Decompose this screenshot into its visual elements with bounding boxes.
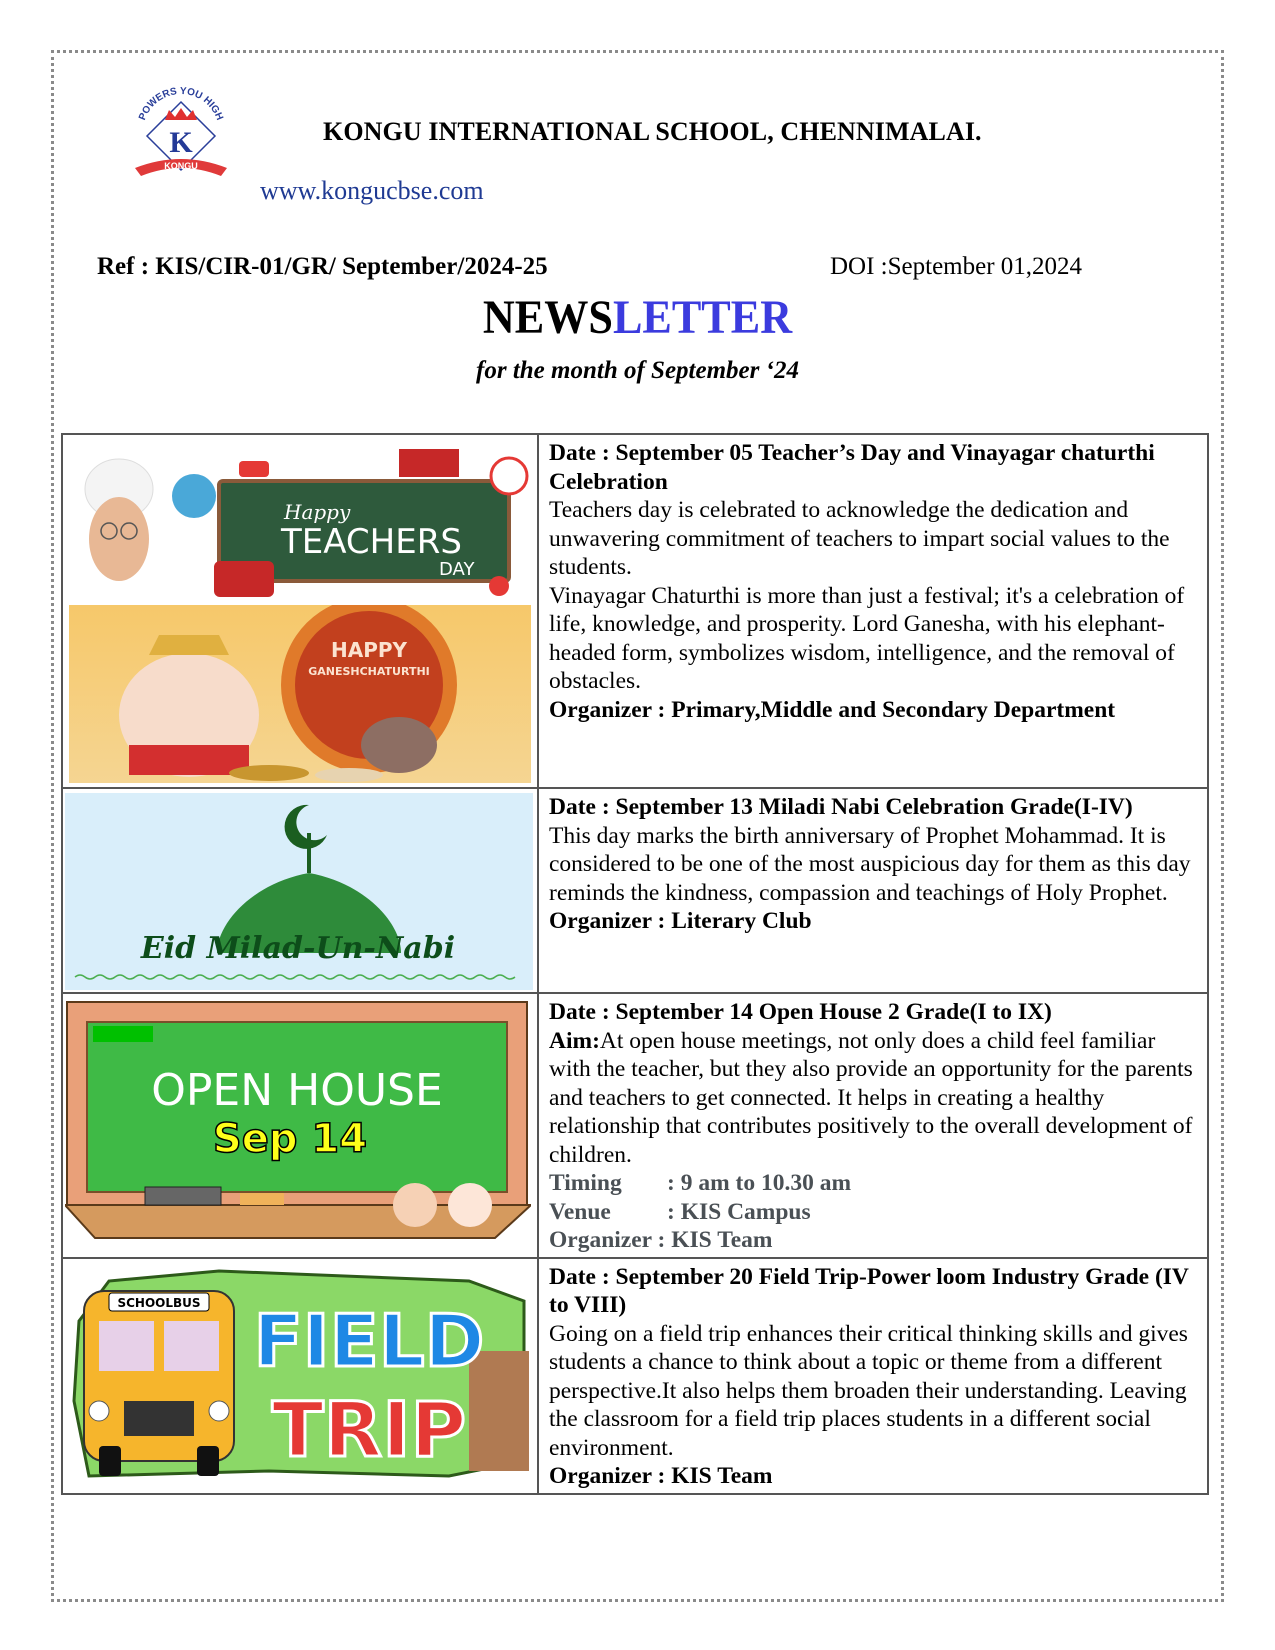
event-heading: Date : September 20 Field Trip-Power loom Industry Grade (IV to VIII) [549, 1263, 1189, 1318]
event-venue [549, 1198, 1201, 1227]
event-organizer: Organizer : KIS Team [549, 1227, 773, 1253]
event-heading: Date : September 14 Open House 2 Grade(I to IX) [549, 999, 1052, 1025]
eid-milad-un-nabi-illustration [65, 793, 533, 990]
timing-label: Timing [549, 1170, 622, 1196]
venue-label: Venue [549, 1198, 611, 1225]
venue-value: : KIS Campus [667, 1198, 811, 1225]
event-text-cell [538, 434, 1208, 788]
ganesh-big-caption: HAPPY [330, 638, 408, 662]
trip-caption: TRIP [271, 1384, 467, 1474]
logo-banner: KONGU [164, 161, 198, 171]
event-row [62, 434, 1208, 788]
website-link[interactable]: www.kongucbse.com [260, 176, 484, 205]
events-table [61, 433, 1209, 1495]
school-bus-sign: SCHOOLBUS [117, 1295, 201, 1310]
field-trip-illustration [69, 1261, 533, 1486]
teachers-day-small-caption: Happy [284, 500, 351, 524]
open-house-caption: OPEN HOUSE [151, 1065, 443, 1116]
event-row [62, 1258, 1208, 1494]
event-row [62, 993, 1208, 1258]
school-name: KONGU INTERNATIONAL SCHOOL, CHENNIMALAI. [323, 117, 982, 146]
event-text-cell [538, 788, 1208, 993]
event-organizer: Organizer : Primary,Middle and Secondary Department [549, 696, 1116, 723]
reference-number: Ref : KIS/CIR-01/GR/ September/2024-25 [97, 253, 548, 280]
aim-label: Aim: [549, 1027, 600, 1054]
event-image-cell [62, 788, 538, 993]
teachers-day-illustration [69, 441, 531, 601]
open-house-illustration [65, 1000, 531, 1240]
logo-motto: POWERS YOU HIGH [137, 85, 225, 122]
teachers-day-sub-caption: DAY [439, 559, 475, 580]
event-row [62, 788, 1208, 993]
event-description: Vinayagar Chaturthi is more than just a festival; it's a celebration of life, knowledge, and prosperity. Lord Ganesha, with his elephant-headed form, symbolizes wisdom, intelligence, and the removal of obstacles. [549, 582, 1185, 694]
event-description: This day marks the birth anniversary of Prophet Mohammad. It is considered to be one of the most auspicious day for them as this day reminds the kindness, compassion and teachings of Holy Prophet. [549, 822, 1191, 906]
event-heading: Date : September 05 Teacher’s Day and Vinayagar chaturthi Celebration [549, 440, 1155, 495]
event-timing [549, 1169, 1201, 1198]
aim-text: At open house meetings, not only does a child feel familiar with the teacher, but they also provide an opportunity for the parents and teachers to get connected. It helps in creating a healthy relationship that contributes positively to the overall development of children. [549, 1027, 1193, 1168]
eid-caption: Eid Milad-Un-Nabi [140, 931, 456, 966]
event-text-cell [538, 1258, 1208, 1494]
event-organizer: Organizer : Literary Club [549, 908, 812, 934]
event-image-cell [62, 993, 538, 1258]
school-logo [125, 80, 237, 190]
newsletter-subtitle: for the month of September ‘24 [476, 357, 799, 384]
date-of-issue: DOI :September 01,2024 [830, 253, 1083, 280]
event-organizer: Organizer : KIS Team [549, 1463, 773, 1489]
title-news: NEWS [482, 291, 613, 344]
timing-value: : 9 am to 10.30 am [667, 1170, 852, 1196]
event-image-cell [62, 434, 538, 788]
teachers-day-big-caption: TEACHERS [281, 522, 462, 562]
field-caption: FIELD [253, 1298, 485, 1383]
event-description: Going on a field trip enhances their critical thinking skills and gives students a chance to think about a topic or theme from a different perspective.It also helps them broaden their understanding. Leaving the classroom for a field trip places students in a different social environment. [549, 1320, 1188, 1461]
logo-letter: K [169, 126, 193, 159]
newsletter-title [51, 290, 1224, 345]
event-image-cell [62, 1258, 538, 1494]
ganesh-chaturthi-illustration [69, 605, 531, 783]
event-description [549, 1027, 1201, 1170]
title-letter: LETTER [612, 291, 793, 344]
event-text-cell [538, 993, 1208, 1258]
event-description: Teachers day is celebrated to acknowledge the dedication and unwavering commitment of teachers to impart social values to the students. [549, 497, 1170, 580]
event-heading: Date : September 13 Miladi Nabi Celebration Grade(I-IV) [549, 794, 1133, 820]
ganesh-sub-caption: GANESHCHATURTHI [308, 665, 430, 678]
open-house-date: Sep 14 [212, 1116, 368, 1162]
